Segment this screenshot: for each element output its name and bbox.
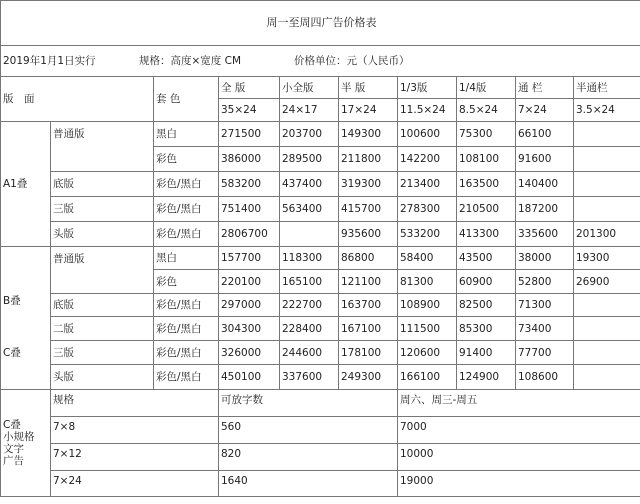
page-type: 头版: [51, 365, 154, 390]
table-row: [1, 317, 640, 341]
price-cell: 187200: [516, 197, 574, 222]
price-cell: 271500: [219, 122, 280, 147]
price-cell: 66100: [516, 122, 574, 147]
price-cell: 297000: [219, 294, 280, 317]
table-row: [1, 444, 640, 471]
page-type: 二版: [51, 317, 154, 341]
price-cell: 415700: [339, 197, 398, 222]
price-cell: [280, 222, 339, 247]
price-cell: 91600: [516, 147, 574, 172]
price-cell: 85300: [457, 317, 516, 341]
color-header: 套 色: [154, 77, 219, 122]
color-type: 彩色/黑白: [154, 365, 219, 390]
price-cell: 108100: [457, 147, 516, 172]
price-cell: 278300: [398, 197, 457, 222]
section-label-b: B叠: [3, 295, 21, 307]
page-type: 普通版: [51, 247, 154, 294]
column-name: 全 版: [219, 77, 280, 99]
price-cell: 163500: [457, 172, 516, 197]
small-label-line: 文字: [3, 443, 24, 455]
small-price: 7000: [398, 417, 640, 444]
price-cell: 228400: [280, 317, 339, 341]
price-cell: 450100: [219, 365, 280, 390]
price-cell: 121100: [339, 270, 398, 294]
color-type: 彩色/黑白: [154, 341, 219, 365]
color-type: 彩色: [154, 147, 219, 172]
page-type: 三版: [51, 341, 154, 365]
small-spec: 7×8: [51, 417, 219, 444]
price-cell: 563400: [280, 197, 339, 222]
price-cell: 751400: [219, 197, 280, 222]
price-cell: 220100: [219, 270, 280, 294]
column-name: 半 版: [339, 77, 398, 99]
section-label-a1: A1叠: [1, 122, 51, 247]
price-cell: 82500: [457, 294, 516, 317]
page-type: 底版: [51, 172, 154, 197]
price-cell: 2806700: [219, 222, 280, 247]
price-cell: 167100: [339, 317, 398, 341]
page-type: 普通版: [51, 122, 154, 172]
table-title: 周一至周四广告价格表: [1, 1, 640, 46]
column-name: 半通栏: [574, 77, 640, 99]
price-cell: 77700: [516, 341, 574, 365]
price-cell: 58400: [398, 247, 457, 270]
price-unit: 价格单位：元（人民币）: [294, 55, 410, 67]
small-chars: 820: [219, 444, 398, 471]
price-cell: 118300: [280, 247, 339, 270]
color-type: 黑白: [154, 247, 219, 270]
price-cell: 81300: [398, 270, 457, 294]
small-price: 10000: [398, 444, 640, 471]
price-cell: 73400: [516, 317, 574, 341]
small-chars: 560: [219, 417, 398, 444]
color-type: 彩色/黑白: [154, 172, 219, 197]
column-size: 35×24: [219, 99, 280, 122]
column-size: 24×17: [280, 99, 339, 122]
table-row: [1, 341, 640, 365]
price-cell: 213400: [398, 172, 457, 197]
column-name: 1/3版: [398, 77, 457, 99]
price-cell: 337600: [280, 365, 339, 390]
color-type: 彩色/黑白: [154, 317, 219, 341]
table-row: [1, 247, 640, 270]
price-cell: 583200: [219, 172, 280, 197]
table-row: [1, 197, 640, 222]
small-days-header: 周六、周三-周五: [398, 390, 640, 417]
table-row: [1, 365, 640, 390]
info-row: [1, 46, 640, 77]
price-cell: 52800: [516, 270, 574, 294]
color-type: 彩色/黑白: [154, 222, 219, 247]
price-cell: 211800: [339, 147, 398, 172]
small-price: 19000: [398, 471, 640, 497]
price-cell: [574, 365, 640, 390]
price-cell: [574, 294, 640, 317]
page-type: 三版: [51, 197, 154, 222]
price-cell: 201300: [574, 222, 640, 247]
color-type: 彩色/黑白: [154, 197, 219, 222]
price-cell: 335600: [516, 222, 574, 247]
column-size: 8.5×24: [457, 99, 516, 122]
price-cell: 319300: [339, 172, 398, 197]
color-type: 黑白: [154, 122, 219, 147]
price-cell: 124900: [457, 365, 516, 390]
price-cell: 935600: [339, 222, 398, 247]
column-name: 通 栏: [516, 77, 574, 99]
page-type: 头版: [51, 222, 154, 247]
price-cell: 165100: [280, 270, 339, 294]
table-row: [1, 471, 640, 497]
table-row: [1, 390, 640, 417]
price-cell: 100600: [398, 122, 457, 147]
page-type: 底版: [51, 294, 154, 317]
small-chars-header: 可放字数: [219, 390, 398, 417]
price-cell: 149300: [339, 122, 398, 147]
price-cell: [574, 317, 640, 341]
price-cell: 157700: [219, 247, 280, 270]
price-cell: 120600: [398, 341, 457, 365]
price-cell: 178100: [339, 341, 398, 365]
price-cell: 111500: [398, 317, 457, 341]
price-cell: [574, 172, 640, 197]
price-cell: 19300: [574, 247, 640, 270]
price-cell: 108900: [398, 294, 457, 317]
price-cell: 289500: [280, 147, 339, 172]
price-cell: 222700: [280, 294, 339, 317]
table-row: [1, 294, 640, 317]
column-name: 小全版: [280, 77, 339, 99]
price-cell: 244600: [280, 341, 339, 365]
column-size: 17×24: [339, 99, 398, 122]
small-label-line: 小规格: [3, 431, 35, 443]
column-size: 3.5×24: [574, 99, 640, 122]
small-label-line: 广告: [3, 455, 24, 467]
price-cell: 386000: [219, 147, 280, 172]
table-row: [1, 172, 640, 197]
price-cell: 437400: [280, 172, 339, 197]
price-cell: 108600: [516, 365, 574, 390]
price-cell: [574, 122, 640, 147]
price-cell: 304300: [219, 317, 280, 341]
price-cell: [574, 341, 640, 365]
price-cell: 142200: [398, 147, 457, 172]
small-spec: 7×24: [51, 471, 219, 497]
column-size: 11.5×24: [398, 99, 457, 122]
price-cell: 26900: [574, 270, 640, 294]
layout-header: 版 面: [1, 77, 154, 122]
small-spec-header: 规格: [51, 390, 219, 417]
small-label-line: C叠: [3, 419, 21, 431]
price-cell: 203700: [280, 122, 339, 147]
section-label-c: C叠: [3, 347, 21, 359]
table-row: [1, 222, 640, 247]
price-cell: [574, 197, 640, 222]
effective-date: 2019年1月1日实行: [3, 55, 96, 67]
price-cell: 533200: [398, 222, 457, 247]
price-cell: 75300: [457, 122, 516, 147]
price-cell: [574, 147, 640, 172]
price-cell: 326000: [219, 341, 280, 365]
price-cell: 163700: [339, 294, 398, 317]
price-cell: 413300: [457, 222, 516, 247]
color-type: 彩色: [154, 270, 219, 294]
price-cell: 43500: [457, 247, 516, 270]
color-type: 彩色/黑白: [154, 294, 219, 317]
price-cell: 140400: [516, 172, 574, 197]
column-size: 7×24: [516, 99, 574, 122]
price-cell: 166100: [398, 365, 457, 390]
small-spec: 7×12: [51, 444, 219, 471]
table-row: [1, 122, 640, 147]
price-cell: 60900: [457, 270, 516, 294]
spec-note: 规格：高度×宽度 CM: [139, 55, 242, 67]
price-cell: 210500: [457, 197, 516, 222]
price-cell: 38000: [516, 247, 574, 270]
price-cell: 249300: [339, 365, 398, 390]
price-cell: 91400: [457, 341, 516, 365]
price-cell: 86800: [339, 247, 398, 270]
small-chars: 1640: [219, 471, 398, 497]
section-label-bc: [1, 247, 51, 390]
table-row: [1, 417, 640, 444]
section-label-small: [1, 390, 51, 497]
price-cell: 71300: [516, 294, 574, 317]
column-name: 1/4版: [457, 77, 516, 99]
